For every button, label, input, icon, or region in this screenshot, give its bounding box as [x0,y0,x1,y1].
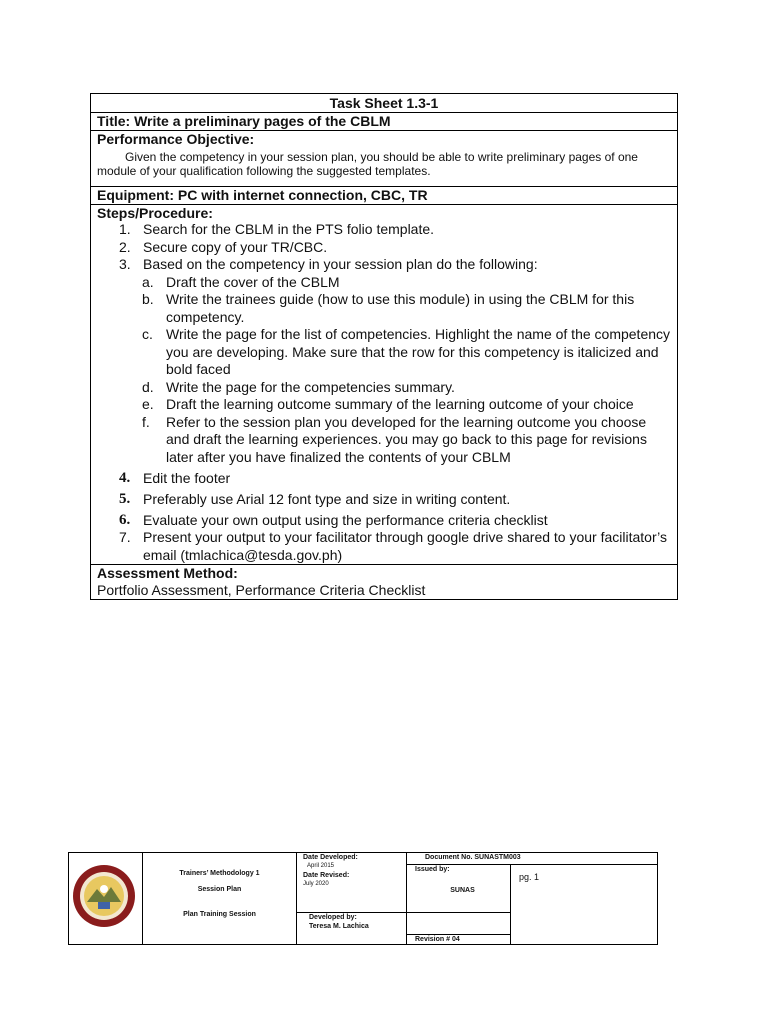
step-item [97,511,671,529]
assessment-cell [91,565,678,600]
substep-letter: a. [142,273,154,290]
substep-text: Draft the cover of the CBLM [166,273,340,290]
substep-item [97,396,671,414]
step-number: 6. [119,512,131,528]
developed-by-label: Developed by: [309,914,357,921]
substep-letter: e. [142,396,154,412]
step-text: Evaluate your own output using the performance criteria checklist [143,512,548,528]
date-developed-label: Date Developed: [303,854,358,861]
date-revised-label: Date Revised: [303,872,350,879]
developed-by-cell [297,913,407,945]
assessment-text: Portfolio Assessment, Performance Criteria Checklist [97,582,426,598]
course-cell [143,853,297,945]
issued-by-label: Issued by: [415,866,450,873]
task-sheet-header: Task Sheet 1.3-1 [91,94,678,113]
issued-by-value: SUNAS [450,887,475,894]
step-item [97,529,671,564]
substep-item [97,326,671,379]
date-revised-value: July 2020 [303,881,329,887]
step-number: 5. [119,491,131,507]
step-text: Secure copy of your TR/CBC. [143,238,328,255]
performance-objective-text: Given the competency in your session plan, you should be able to write preliminary pages of one module of your qualification following the suggested templates. [97,150,638,178]
substep-text: Write the page for the competencies summary. [166,378,455,395]
assessment-label: Assessment Method: [97,565,238,581]
performance-objective-cell [91,131,678,187]
substep-letter: f. [142,413,150,430]
substep-text: Draft the learning outcome summary of the learning outcome of your choice [166,396,634,412]
step-item [97,256,671,274]
substep-letter: c. [142,326,153,342]
step-item [97,239,671,257]
course-name: Trainers’ Methodology 1 [179,870,260,877]
step-number: 3. [119,256,131,272]
equipment-line: Equipment: PC with internet connection, CBC, TR [91,187,678,205]
substep-item [97,379,671,397]
school-seal-logo [69,853,139,939]
step-text: Edit the footer [143,470,231,486]
performance-objective-label: Performance Objective: [97,131,255,147]
steps-cell [91,205,678,565]
step-item [97,221,671,239]
substep-letter: b. [142,291,154,307]
step-number: 2. [119,238,131,255]
step-number: 7. [119,529,131,545]
revision-cell [407,913,511,945]
step-text: Search for the CBLM in the PTS folio template. [143,221,435,237]
issued-by-cell [407,865,511,913]
step-item [97,490,671,508]
document-number: Document No. SUNASTM003 [407,853,658,865]
logo-cell [69,853,143,945]
course-doc-type: Session Plan [197,886,242,893]
task-sheet-table [90,93,678,600]
substep-text: Write the page for the list of competencies. Highlight the name of the competency you are developing. Make sure that the row for this competency is italicized and bold faced [166,326,671,377]
page-cell [511,865,658,945]
substep-text: Refer to the session plan you developed for the learning outcome you choose and draft the learning experiences. you may go back to this page for revisions later after you have finalized the contents of your CBLM [166,413,647,465]
step-text: Present your output to your facilitator through google drive shared to your facilitator’s email (tmlachica@tesda.gov.ph) [143,529,667,563]
step-text: Preferably use Arial 12 font type and size in writing content. [143,491,511,507]
steps-label: Steps/Procedure: [97,205,213,221]
step-text: Based on the competency in your session plan do the following: [143,256,538,272]
substep-item [97,274,671,292]
developed-by-value: Teresa M. Lachica [309,923,369,930]
step-number: 4. [119,470,131,486]
substep-letter: d. [142,378,154,395]
step-item [97,469,671,487]
substep-item [97,291,671,326]
document-footer [68,852,658,945]
page-number: pg. 1 [519,872,540,882]
date-developed-value: April 2015 [307,863,335,869]
revision-number: Revision # 04 [407,934,510,944]
substep-item [97,414,671,467]
substep-text: Write the trainees guide (how to use this module) in using the CBLM for this competency. [166,291,635,325]
course-topic: Plan Training Session [183,911,256,918]
step-number: 1. [119,221,131,237]
dates-cell [297,853,407,913]
task-sheet-title: Title: Write a preliminary pages of the CBLM [91,113,678,131]
